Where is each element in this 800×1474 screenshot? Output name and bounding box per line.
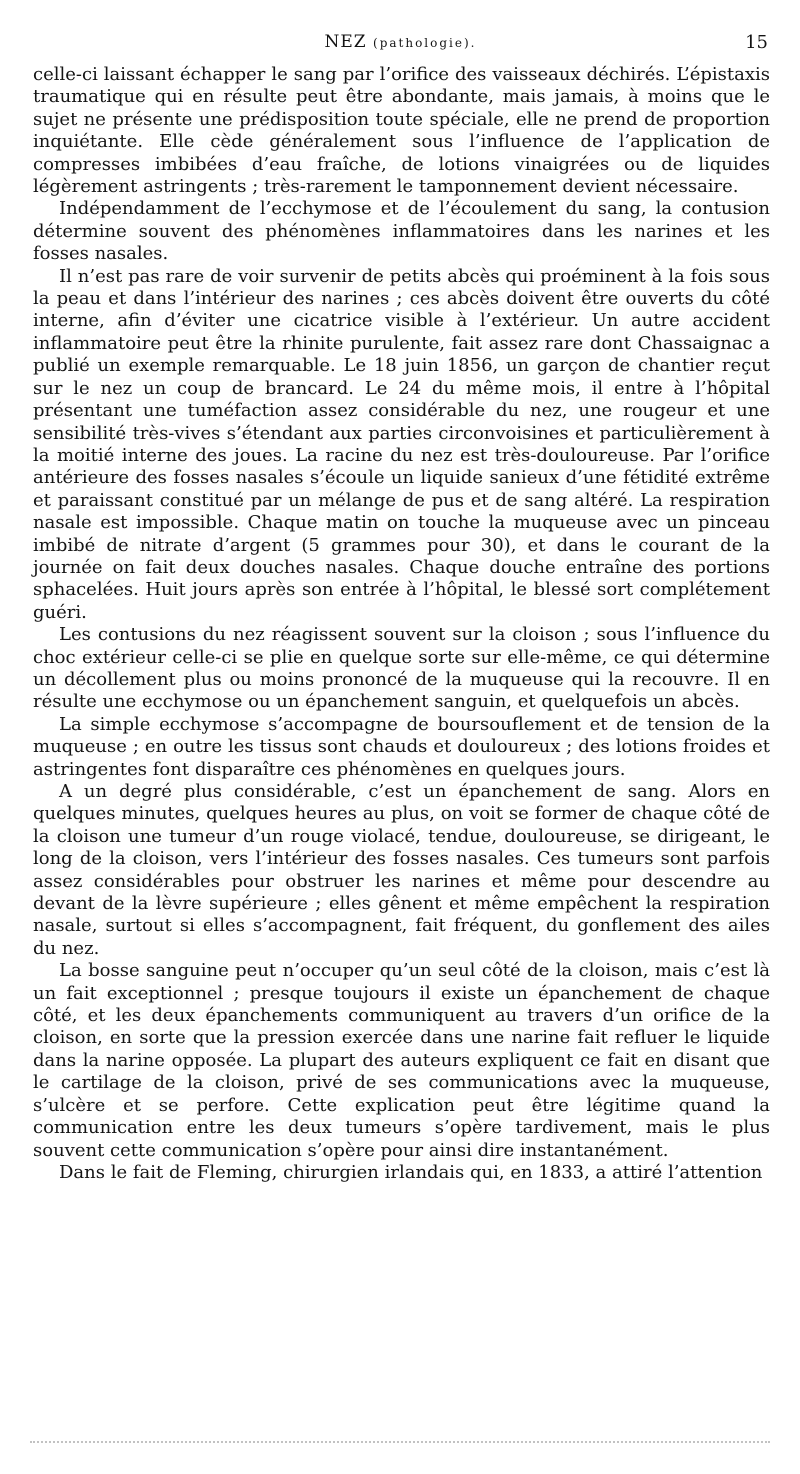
running-title-main: NEZ xyxy=(324,32,367,52)
running-title xyxy=(33,32,768,52)
paragraph-5: La simple ecchymose s’accompagne de boursouflement et de tension de la muqueuse ; en outre les tissus sont chauds et douloureux ; des lotions froides et astringentes font disparaître ces phénomènes en quelques jours. xyxy=(33,713,770,780)
page-body xyxy=(33,64,770,1184)
paragraph-4: Les contusions du nez réagissent souvent sur la cloison ; sous l’influence du choc extérieur celle-ci se plie en quelque sorte sur elle-même, ce qui détermine un décollement plus ou moins prononcé de la muqueuse qui la recouvre. Il en résulte une ecchymose ou un épanchement sanguin, et quelquefois un abcès. xyxy=(33,624,770,713)
running-title-sub: (pathologie). xyxy=(373,36,477,50)
paragraph-3: Il n’est pas rare de voir survenir de petits abcès qui proéminent à la fois sous la peau et dans l’intérieur des narines ; ces abcès doivent être ouverts du côté interne, afin d’éviter une cicatrice visible à l’extérieur. Un autre accident inflammatoire peut être la rhinite purulente, fait assez rare dont Chassaignac a publié un exemple remarquable. Le 18 juin 1856, un garçon de chantier reçut sur le nez un coup de brancard. Le 24 du même mois, il entre à l’hôpital présentant une tuméfaction assez considérable du nez, une rougeur et une sensibilité très-vives s’étendant aux parties circonvoisines et particulièrement à la moitié interne des joues. La racine du nez est très-douloureuse. Par l’orifice antérieure des fosses nasales s’écoule un liquide sanieux d’une fétidité extrême et paraissant constitué par un mélange de pus et de sang altéré. La respiration nasale est impossible. Chaque matin on touche la muqueuse avec un pinceau imbibé de nitrate d’argent (5 grammes pour 30), et dans le courant de la journée on fait deux douches nasales. Chaque douche entraîne des portions sphacelées. Huit jours après son entrée à l’hôpital, le blessé sort complétement guéri. xyxy=(33,265,770,623)
page-number: 15 xyxy=(745,32,768,53)
paragraph-2: Indépendamment de l’ecchymose et de l’écoulement du sang, la contusion détermine souvent des phénomènes inflammatoires dans les narines et les fosses nasales. xyxy=(33,198,770,265)
running-header xyxy=(33,32,768,56)
paragraph-1: celle-ci laissant échapper le sang par l’orifice des vaisseaux déchirés. L’épistaxis traumatique qui en résulte peut être abondante, mais jamais, à moins que le sujet ne présente une prédisposition toute spéciale, elle ne prend de proportion inquiétante. Elle cède généralement sous l’influence de l’application de compresses imbibées d’eau fraîche, de lotions vinaigrées ou de liquides légèrement astringents ; très-rarement le tamponnement devient nécessaire. xyxy=(33,64,770,198)
paragraph-8: Dans le fait de Fleming, chirurgien irlandais qui, en 1833, a attiré l’attention xyxy=(59,1161,763,1183)
paragraph-6: A un degré plus considérable, c’est un épanchement de sang. Alors en quelques minutes, quelques heures au plus, on voit se former de chaque côté de la cloison une tumeur d’un rouge violacé, tendue, douloureuse, se dirigeant, le long de la cloison, vers l’intérieur des fosses nasales. Ces tumeurs sont parfois assez considérables pour obstruer les narines et même pour descendre au devant de la lèvre supérieure ; elles gênent et même empêchent la respiration nasale, surtout si elles s’accompagnent, fait fréquent, du gonflement des ailes du nez. xyxy=(33,781,770,959)
scan-noise-line xyxy=(30,1437,770,1443)
paragraph-7: La bosse sanguine peut n’occuper qu’un seul côté de la cloison, mais c’est là un fait exceptionnel ; presque toujours il existe un épanchement de chaque côté, et les deux épanchements communiquent au travers d’un orifice de la cloison, en sorte que la pression exercée dans une narine fait refluer le liquide dans la narine opposée. La plupart des auteurs expliquent ce fait en disant que le cartilage de la cloison, privé de ses communications avec la muqueuse, s’ulcère et se perfore. Cette explication peut être légitime quand la communication entre les deux tumeurs s’opère tardivement, mais le plus souvent cette communication s’opère pour ainsi dire instantanément. xyxy=(33,960,770,1161)
